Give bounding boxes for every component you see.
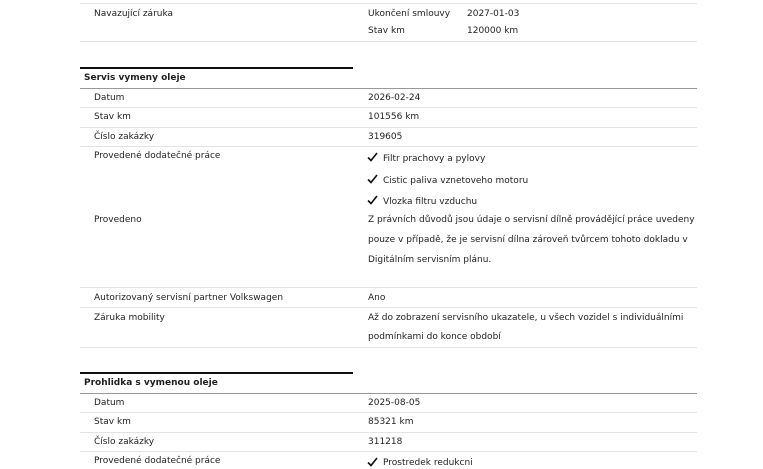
date-label: Datum	[94, 398, 125, 408]
row-divider	[80, 3, 697, 4]
mobility-text-line: Až do zobrazení servisního ukazatele, u všech vozidel s individuálními	[368, 313, 684, 323]
date-label: Datum	[94, 93, 125, 103]
mobility-label: Záruka mobility	[94, 313, 165, 323]
date-value: 2026-02-24	[368, 93, 421, 103]
mileage-label: Stav km	[94, 112, 131, 122]
section-bar	[80, 67, 353, 69]
performed-text-line: Z právních důvodů jsou údaje o servisní dílně provádějící práce uvedeny	[368, 215, 695, 225]
warranty-label: Navazující záruka	[94, 9, 174, 19]
extra-work-item: Vlozka filtru vzduchu	[383, 197, 478, 207]
row-divider	[80, 393, 697, 394]
performed-text-line: pouze v případě, že je servisní dílna zároveň tvůrcem tohoto dokladu v	[368, 235, 688, 245]
row-divider	[80, 88, 697, 89]
order-label: Číslo zakázky	[94, 437, 155, 447]
row-divider	[80, 107, 697, 108]
row-divider	[80, 41, 697, 42]
partner-value: Ano	[368, 293, 386, 303]
row-divider	[80, 127, 697, 128]
section-bar	[80, 372, 353, 374]
order-value: 311218	[368, 437, 403, 447]
contract-end-value: 2027-01-03	[467, 9, 520, 19]
check-icon	[367, 152, 378, 162]
mileage-value: 85321 km	[368, 417, 414, 427]
extra-work-item: Filtr prachovy a pylovy	[383, 154, 486, 164]
partner-label: Autorizovaný servisní partner Volkswagen	[94, 293, 284, 303]
extra-work-item: Prostredek redukcni	[383, 458, 473, 468]
row-divider	[80, 451, 697, 452]
order-value: 319605	[368, 132, 403, 142]
extra-work-label: Provedené dodatečné práce	[94, 151, 221, 161]
mobility-text-line: podmínkami do konce období	[368, 332, 501, 342]
row-divider	[80, 347, 697, 348]
extra-work-label: Provedené dodatečné práce	[94, 456, 221, 466]
extra-work-item: Cistic paliva vznetoveho motoru	[383, 176, 529, 186]
date-value: 2025-08-05	[368, 398, 421, 408]
section-title: Prohlidka s vymenou oleje	[84, 378, 218, 388]
row-divider	[80, 307, 697, 308]
row-divider	[80, 432, 697, 433]
warranty-mileage-label: Stav km	[368, 26, 405, 36]
row-divider	[80, 287, 697, 288]
performed-text-line: Digitálním servisním plánu.	[368, 255, 492, 265]
row-divider	[80, 412, 697, 413]
check-icon	[367, 195, 378, 205]
performed-label: Provedeno	[94, 215, 142, 225]
section-title: Servis vymeny oleje	[84, 73, 186, 83]
row-divider	[80, 146, 697, 147]
warranty-mileage-value: 120000 km	[467, 26, 519, 36]
check-icon	[367, 174, 378, 184]
order-label: Číslo zakázky	[94, 132, 155, 142]
mileage-value: 101556 km	[368, 112, 420, 122]
mileage-label: Stav km	[94, 417, 131, 427]
contract-end-label: Ukončení smlouvy	[368, 9, 451, 19]
